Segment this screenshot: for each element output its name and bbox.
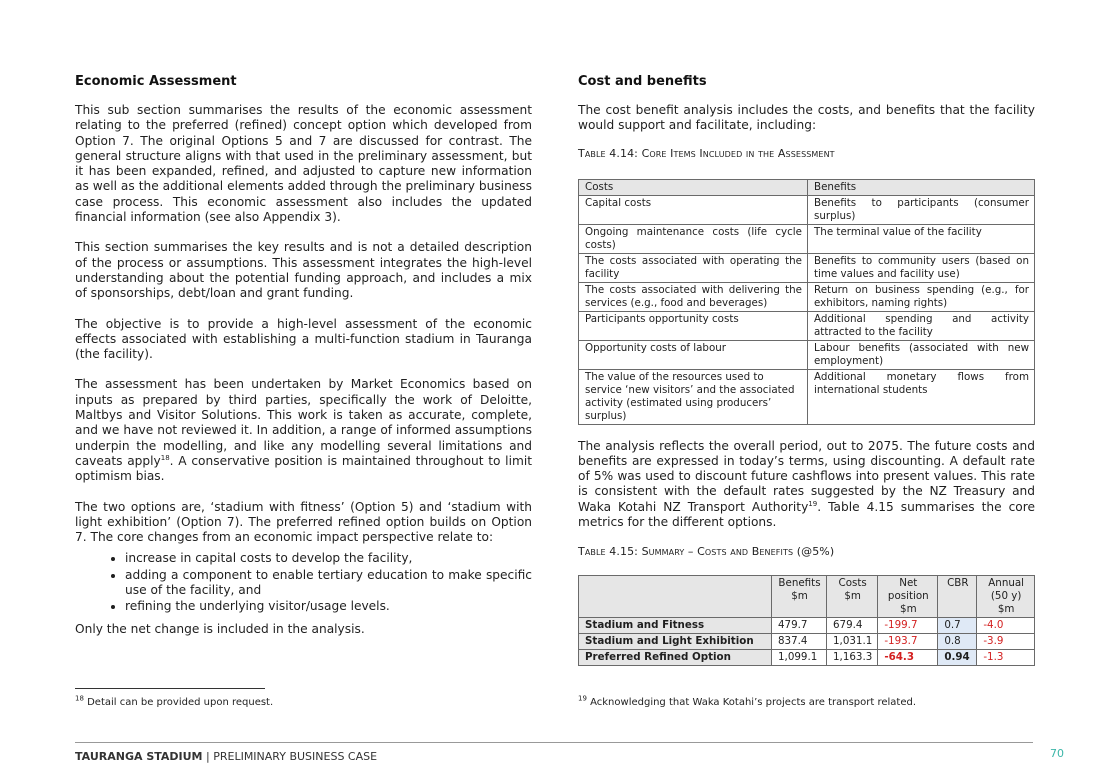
- list-item: • increase in capital costs to develop the facility,: [125, 551, 532, 566]
- table-cell: 679.4: [827, 618, 878, 634]
- table-cell: 0.94: [938, 650, 977, 666]
- table-header-cell: Benefits $m: [772, 576, 827, 618]
- paragraph: This section summarises the key results and is not a detailed description of the process or assumptions. This assessment integrates the high-level understanding about the potential funding approach, and includes a mix of sponsorships, debt/loan and grant funding.: [75, 240, 532, 301]
- table-cell: Benefits to community users (based on time values and facility use): [808, 253, 1035, 282]
- table-cell: Additional spending and activity attracted to the facility: [808, 311, 1035, 340]
- table-cell: -4.0: [977, 618, 1035, 634]
- page-footer: TAURANGA STADIUM | PRELIMINARY BUSINESS CASE: [75, 750, 378, 763]
- table-cell: Benefits to participants (consumer surplus): [808, 195, 1035, 224]
- table-cell: -64.3: [878, 650, 938, 666]
- table-header-row: [579, 179, 1035, 195]
- row-label: Stadium and Light Exhibition: [579, 634, 772, 650]
- table-row: [579, 282, 1035, 311]
- footnote-18: $^{18}$ Detail can be provided upon request.: [75, 694, 274, 708]
- paragraph: This sub section summarises the results of the economic assessment relating to the preferred (refined) concept option which developed from Option 7. The original Options 5 and 7 are discussed for contrast. The general structure aligns with that used in the preliminary assessment, but it has been expanded, refined, and adjusted to capture new information as well as the additional elements added through the preliminary business case process. This economic assessment also includes the updated financial information (see also Appendix 3).: [75, 103, 532, 225]
- table-row: [579, 253, 1035, 282]
- footnote-ref[interactable]: 18: [160, 453, 170, 462]
- right-column: [578, 74, 1035, 666]
- table-caption: Table 4.14: Core Items Included in the Assessment: [578, 146, 835, 160]
- table-cell: The costs associated with delivering the services (e.g., food and beverages): [579, 282, 808, 311]
- table-row: [579, 340, 1035, 369]
- footer-divider: [75, 742, 1033, 743]
- table-header-cell: Costs $m: [827, 576, 878, 618]
- paragraph: Only the net change is included in the analysis.: [75, 621, 365, 636]
- table-header-cell: CBR: [938, 576, 977, 618]
- page-number: 70: [1050, 747, 1064, 760]
- list-item: • adding a component to enable tertiary education to make specific use of the facility, and: [125, 568, 532, 599]
- table-cell: 0.7: [938, 618, 977, 634]
- footer-subtitle: PRELIMINARY BUSINESS CASE: [213, 750, 378, 763]
- table-cell: 837.4: [772, 634, 827, 650]
- table-row: [579, 195, 1035, 224]
- table-cell: -3.9: [977, 634, 1035, 650]
- table-cell: -193.7: [878, 634, 938, 650]
- footnote-19: $^{19}$ Acknowledging that Waka Kotahi’s projects are transport related.: [578, 694, 917, 708]
- table-cell: Participants opportunity costs: [579, 311, 808, 340]
- left-column: [75, 74, 532, 652]
- table-cell: Additional monetary flows from international students: [808, 369, 1035, 424]
- table-row: [579, 311, 1035, 340]
- table-cell: 0.8: [938, 634, 977, 650]
- table-cell: 1,163.3: [827, 650, 878, 666]
- paragraph: The objective is to provide a high-level assessment of the economic effects associated with establishing a multi-function stadium in Tauranga (the facility).: [75, 316, 532, 362]
- row-label: Stadium and Fitness: [579, 618, 772, 634]
- table-header-cell: Costs: [579, 179, 808, 195]
- list-item: • refining the underlying visitor/usage levels.: [125, 599, 532, 614]
- footnote-divider: [75, 688, 265, 689]
- table-row: [579, 618, 1035, 634]
- table-cell: The value of the resources used to service ‘new visitors’ and the associated activity (estimated using producers’ surplus): [579, 369, 808, 424]
- table-cell: -199.7: [878, 618, 938, 634]
- row-label: Preferred Refined Option: [579, 650, 772, 666]
- table-header-cell: Net position $m: [878, 576, 938, 618]
- table-cell: The costs associated with operating the facility: [579, 253, 808, 282]
- paragraph: The two options are, ‘stadium with fitness’ (Option 5) and ‘stadium with light exhibition’ (Option 7). The preferred refined option builds on Option 7. The core changes from an economic impact perspective relate to:: [75, 499, 532, 545]
- table-row: [579, 224, 1035, 253]
- table-cell: 1,031.1: [827, 634, 878, 650]
- core-items-table: [578, 179, 1035, 425]
- bullet-list: [75, 551, 532, 614]
- paragraph: The analysis reflects the overall period, out to 2075. The future costs and benefits are expressed in today’s terms, using discounting. A default rate of 5% was used to discount future cashflows into present values. This rate is consistent with the default rates suggested by the NZ Treasury and Waka Kotahi NZ Transport Authority$^{19}$. Table 4.15 summarises the core metrics for the different options.: [578, 438, 1035, 530]
- section-heading-economic-assessment: Economic Assessment: [75, 74, 237, 89]
- table-cell: Opportunity costs of labour: [579, 340, 808, 369]
- table-header-row: [579, 576, 1035, 618]
- table-cell: Labour benefits (associated with new employment): [808, 340, 1035, 369]
- table-caption: Table 4.15: Summary – Costs and Benefits (@5%): [578, 545, 835, 559]
- table-cell: 1,099.1: [772, 650, 827, 666]
- table-header-cell: Benefits: [808, 179, 1035, 195]
- table-header-cell: [579, 576, 772, 618]
- table-row: [579, 650, 1035, 666]
- summary-costs-benefits-table: [578, 575, 1035, 666]
- table-row: [579, 369, 1035, 424]
- paragraph: The assessment has been undertaken by Market Economics based on inputs as prepared by third parties, specifically the work of Deloitte, Maltbys and Visitor Solutions. This work is taken as accurate, complete, and we have not reviewed it. In addition, a range of informed assumptions underpin the modelling, and like any modelling several limitations and caveats apply$^{18}$. A conservative position is maintained throughout to limit optimism bias.: [75, 377, 532, 484]
- table-row: [579, 634, 1035, 650]
- table-cell: 479.7: [772, 618, 827, 634]
- footnote-ref[interactable]: 19: [808, 499, 818, 508]
- table-header-cell: Annual (50 y) $m: [977, 576, 1035, 618]
- table-cell: Capital costs: [579, 195, 808, 224]
- table-cell: Return on business spending (e.g., for exhibitors, naming rights): [808, 282, 1035, 311]
- table-cell: The terminal value of the facility: [808, 224, 1035, 253]
- table-cell: Ongoing maintenance costs (life cycle costs): [579, 224, 808, 253]
- paragraph: The cost benefit analysis includes the costs, and benefits that the facility would support and facilitate, including:: [578, 103, 1035, 133]
- section-heading-cost-and-benefits: Cost and benefits: [578, 74, 707, 89]
- footer-title: TAURANGA STADIUM: [75, 750, 203, 763]
- table-cell: -1.3: [977, 650, 1035, 666]
